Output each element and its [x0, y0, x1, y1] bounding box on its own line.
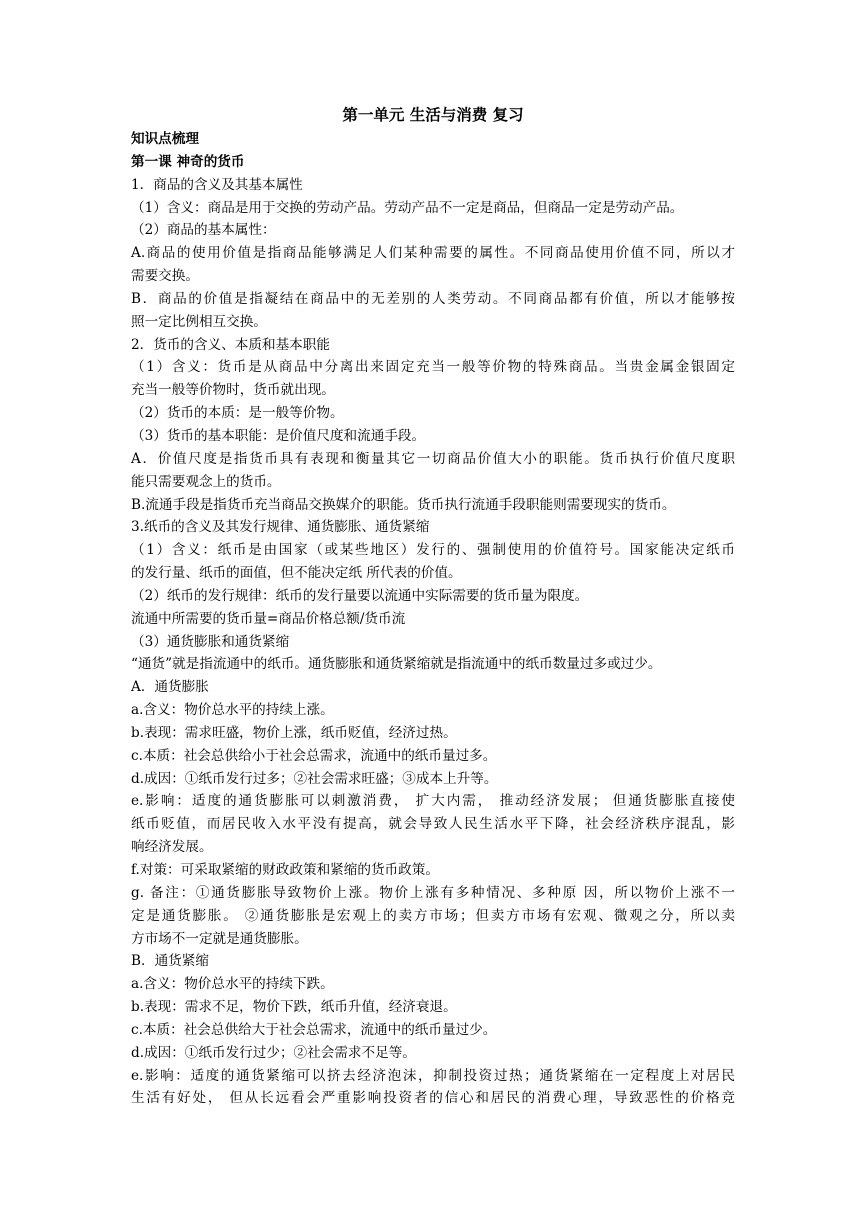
- text-line: a.含义：物价总水平的持续下跌。: [131, 976, 334, 993]
- text-line: 1．商品的含义及其基本属性: [131, 176, 303, 193]
- text-line: A．价值尺度是指货币具有表现和衡量其它一切商品价值大小的职能。货币执行价值尺度职: [131, 450, 735, 467]
- text-line: 需要交换。: [131, 268, 199, 285]
- text-line: a.含义：物价总水平的持续上涨。: [131, 702, 334, 719]
- text-line: （3）通货膨胀和通货紧缩: [131, 633, 290, 650]
- text-line: A．通货膨胀: [131, 679, 209, 696]
- text-line: 纸币贬值，而居民收入水平没有提高，就会导致人民生活水平下降，社会经济秩序混乱，影: [131, 816, 735, 833]
- text-line: A.商品的使用价值是指商品能够满足人们某种需要的属性。不同商品使用价值不同，所以才: [131, 245, 735, 262]
- text-line: B．商品的价值是指凝结在商品中的无差别的人类劳动。不同商品都有价值，所以才能够按: [131, 290, 735, 307]
- text-line: e.影响：适度的通货紧缩可以挤去经济泡沫，抑制投资过热；通货紧缩在一定程度上对居民: [131, 1067, 735, 1084]
- text-line: “通货”就是指流通中的纸币。通货膨胀和通货紧缩就是指流通中的纸币数量过多或过少。: [131, 656, 662, 673]
- text-line: 2．货币的含义、本质和基本职能: [131, 336, 330, 353]
- text-line: e.影响：适度的通货膨胀可以刺激消费， 扩大内需， 推动经济发展； 但通货膨胀直接使: [131, 793, 735, 810]
- text-line: 能只需要观念上的货币。: [131, 473, 281, 490]
- text-line: B．通货紧缩: [131, 953, 209, 970]
- text-line: b.表现：需求旺盛，物价上涨，纸币贬值，经济过热。: [131, 724, 457, 741]
- text-line: 的发行量、纸币的面值，但不能决定纸 所代表的价值。: [131, 565, 462, 582]
- document-body: [131, 128, 735, 1110]
- text-line: （3）货币的基本职能：是价值尺度和流通手段。: [131, 427, 426, 444]
- text-line: 响经济发展。: [131, 839, 213, 856]
- text-line: 3.纸币的含义及其发行规律、通货膨胀、通货紧缩: [131, 519, 430, 536]
- text-line: g. 备注：①通货膨胀导致物价上涨。物价上涨有多种情况、多种原 因，所以物价上涨不一: [131, 884, 735, 901]
- text-line: 充当一般等价物时，货币就出现。: [131, 382, 335, 399]
- page-title: 第一单元 生活与消费 复习: [342, 106, 524, 124]
- text-line: B.流通手段是指货币充当商品交换媒介的职能。货币执行流通手段职能则需要现实的货币。: [131, 496, 676, 513]
- text-line: （1）含义：商品是用于交换的劳动产品。劳动产品不一定是商品，但商品一定是劳动产品。: [131, 199, 684, 216]
- text-line: b.表现：需求不足，物价下跌，纸币升值，经济衰退。: [131, 999, 457, 1016]
- text-line: （2）商品的基本属性：: [131, 222, 276, 239]
- text-line: 方市场不一定就是通货膨胀。: [131, 930, 308, 947]
- text-line: （1）含义：纸币是由国家（或某些地区）发行的、强制使用的价值符号。国家能决定纸币: [131, 542, 735, 559]
- text-line: 照一定比例相互交换。: [131, 313, 267, 330]
- section-heading: 知识点梳理: [131, 131, 199, 147]
- text-line: d.成因：①纸币发行过少；②社会需求不足等。: [131, 1044, 416, 1061]
- text-line: （2）货币的本质：是一般等价物。: [131, 405, 344, 422]
- text-line: （2）纸币的发行规律：纸币的发行量要以流通中实际需要的货币量为限度。: [131, 587, 589, 604]
- document-page: [131, 104, 735, 1110]
- text-line: c.本质：社会总供给大于社会总需求，流通中的纸币量过少。: [131, 1021, 497, 1038]
- text-line: （1）含义：货币是从商品中分离出来固定充当一般等价物的特殊商品。当贵金属金银固定: [131, 359, 735, 376]
- text-line: 流通中所需要的货币量=商品价格总额/货币流: [131, 610, 406, 627]
- text-line: 生活有好处， 但从长远看会严重影响投资者的信心和居民的消费心理，导致恶性的价格竞: [131, 1090, 735, 1107]
- text-line: d.成因：①纸币发行过多；②社会需求旺盛；③成本上升等。: [131, 770, 498, 787]
- section-heading: 第一课 神奇的货币: [131, 153, 245, 170]
- text-line: 定是通货膨胀。 ②通货膨胀是宏观上的卖方市场；但卖方市场有宏观、微观之分，所以卖: [131, 907, 735, 924]
- text-line: c.本质：社会总供给小于社会总需求，流通中的纸币量过多。: [131, 747, 497, 764]
- text-line: f.对策：可采取紧缩的财政政策和紧缩的货币政策。: [131, 862, 439, 878]
